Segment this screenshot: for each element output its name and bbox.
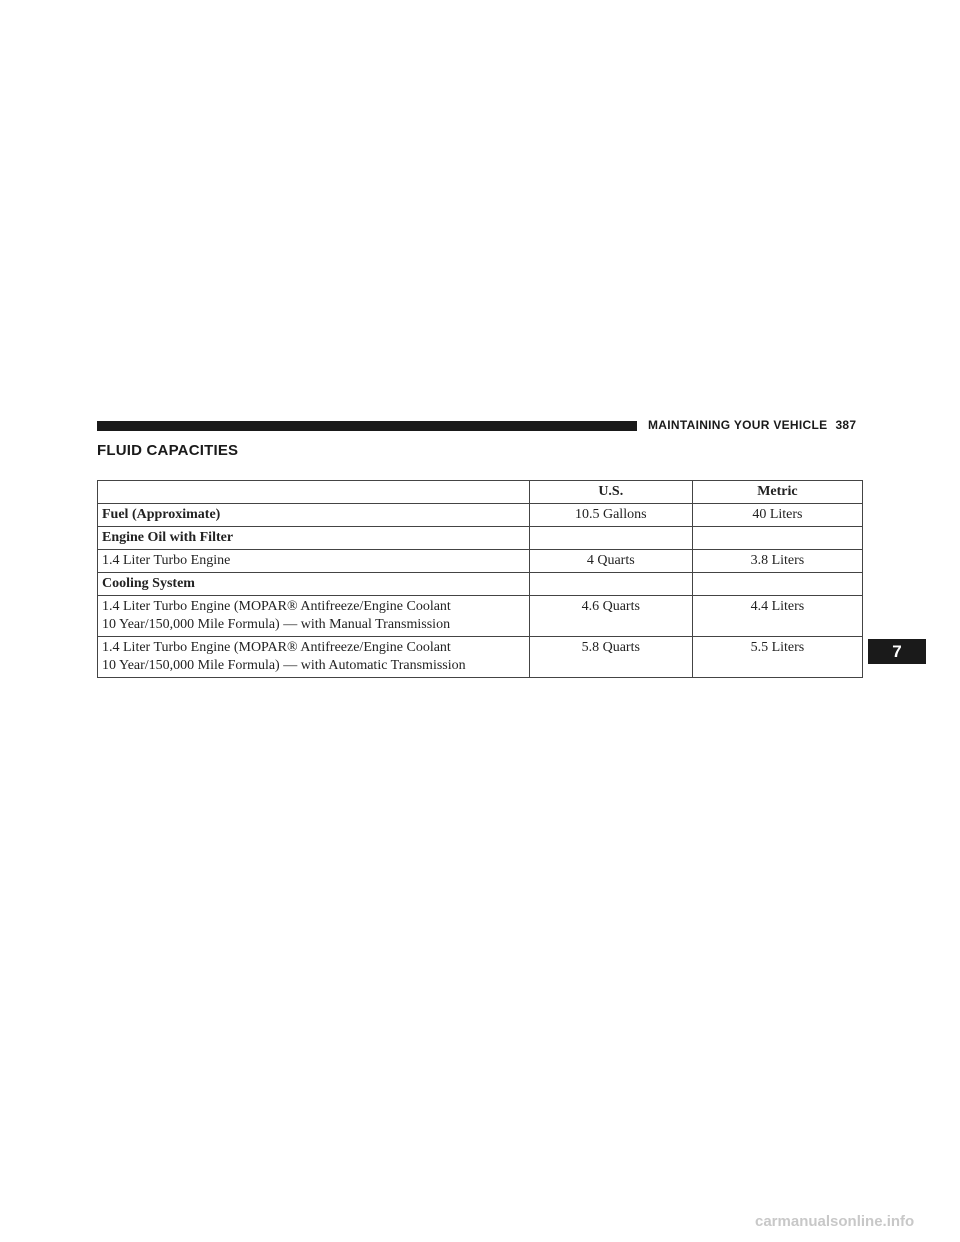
row-us-value: 4.6 Quarts [529, 596, 692, 637]
header-rule [97, 421, 637, 431]
table-header-row [98, 481, 863, 504]
running-header [648, 418, 856, 432]
column-header-description [98, 481, 530, 504]
table-row [98, 573, 863, 596]
row-label: Engine Oil with Filter [98, 527, 530, 550]
row-metric-value: 5.5 Liters [692, 637, 862, 678]
row-us-value [529, 527, 692, 550]
header-section-label: MAINTAINING YOUR VEHICLE [648, 418, 828, 432]
section-title: FLUID CAPACITIES [97, 442, 239, 459]
column-header-us: U.S. [529, 481, 692, 504]
row-metric-value: 3.8 Liters [692, 550, 862, 573]
row-us-value: 5.8 Quarts [529, 637, 692, 678]
row-us-value: 4 Quarts [529, 550, 692, 573]
table-row [98, 527, 863, 550]
row-us-value [529, 573, 692, 596]
row-label: 1.4 Liter Turbo Engine [98, 550, 530, 573]
row-label: Fuel (Approximate) [98, 504, 530, 527]
row-label-line-2: 10 Year/150,000 Mile Formula) — with Manual Transmission [102, 617, 451, 632]
watermark: carmanualsonline.info [755, 1213, 915, 1230]
row-label [98, 596, 530, 637]
table-row [98, 504, 863, 527]
row-metric-value: 4.4 Liters [692, 596, 862, 637]
row-metric-value: 40 Liters [692, 504, 862, 527]
row-metric-value [692, 573, 862, 596]
row-label-line-1: 1.4 Liter Turbo Engine (MOPAR® Antifreeze/Engine Coolant [102, 640, 451, 655]
row-label [98, 637, 530, 678]
row-metric-value [692, 527, 862, 550]
table-row [98, 596, 863, 637]
table-row [98, 637, 863, 678]
chapter-tab: 7 [868, 639, 926, 664]
page-number: 387 [835, 418, 857, 432]
table-row [98, 550, 863, 573]
row-label-line-1: 1.4 Liter Turbo Engine (MOPAR® Antifreeze/Engine Coolant [102, 599, 451, 614]
fluid-capacities-table [97, 480, 863, 678]
row-label-line-2: 10 Year/150,000 Mile Formula) — with Automatic Transmission [102, 658, 466, 673]
column-header-metric: Metric [692, 481, 862, 504]
row-label: Cooling System [98, 573, 530, 596]
row-us-value: 10.5 Gallons [529, 504, 692, 527]
